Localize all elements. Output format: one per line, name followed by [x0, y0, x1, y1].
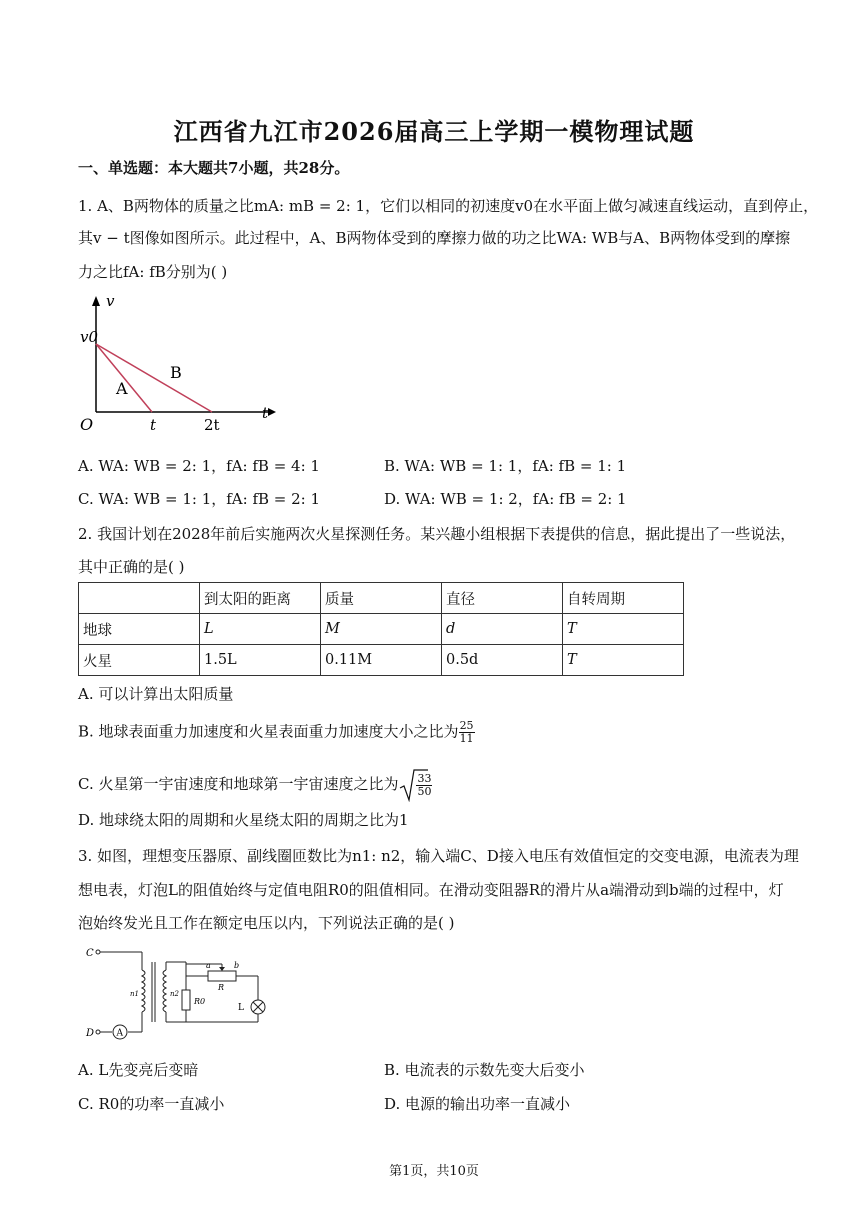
q2-text-line1: 2. 我国计划在2028年前后实施两次火星探测任务。某兴趣小组根据下表提供的信息，据此提出了一些说法，: [78, 525, 796, 543]
2t-tick-label: 2t: [204, 416, 220, 434]
y-axis-label: v: [106, 292, 115, 310]
table-header-cell: 直径: [442, 583, 563, 614]
q3-circuit-diagram: [82, 940, 282, 1046]
ammeter-label: A: [116, 1028, 123, 1039]
q1-text-line3: 力之比fA: fB分别为( ): [78, 263, 228, 281]
line-a-label: A: [116, 379, 128, 398]
line-b: [96, 344, 212, 412]
q3-option-c[interactable]: C. R0的功率一直减小: [78, 1095, 225, 1113]
table-header-cell: [79, 583, 200, 614]
q1-vt-graph: [72, 290, 282, 440]
q2-option-b-text: B. 地球表面重力加速度和火星表面重力加速度大小之比为: [78, 722, 459, 741]
table-row: [79, 645, 684, 676]
table-row: [79, 614, 684, 645]
b-end-label: b: [234, 961, 240, 970]
q1-option-c[interactable]: C. WA: WB = 1: 1，fA: fB = 2: 1: [78, 490, 321, 508]
table-cell: d: [442, 614, 563, 645]
terminal-c-label: C: [86, 948, 94, 959]
n2-label: n2: [170, 990, 179, 998]
q3-text-line2: 想电表，灯泡L的阻值始终与定值电阻R0的阻值相同。在滑动变阻器R的滑片从a端滑动到b端的过程中，灯: [78, 881, 784, 899]
q2-option-c-text: C. 火星第一宇宙速度和地球第一宇宙速度之比为: [78, 775, 399, 793]
q1-option-a[interactable]: A. WA: WB = 2: 1，fA: fB = 4: 1: [78, 457, 320, 475]
table-cell: T: [563, 614, 684, 645]
table-cell: 1.5L: [200, 645, 321, 676]
page-title: 江西省九江市2026届高三上学期一模物理试题: [173, 117, 695, 146]
x-axis-arrow: [268, 408, 276, 416]
t-tick-label: t: [150, 416, 157, 434]
fraction-33-50: [416, 773, 432, 798]
table-header-cell: 质量: [321, 583, 442, 614]
table-cell: 0.5d: [442, 645, 563, 676]
q3-text-line3: 泡始终发光且工作在额定电压以内，下列说法正确的是( ): [78, 914, 455, 932]
r0-label: R0: [194, 997, 206, 1006]
primary-coil: [142, 970, 145, 1012]
fraction-numerator: 33: [417, 771, 432, 785]
q2-option-d[interactable]: D. 地球绕太阳的周期和火星绕太阳的周期之比为1: [78, 811, 409, 829]
table-cell: L: [200, 614, 321, 645]
table-cell: T: [563, 645, 684, 676]
q2-option-b[interactable]: [78, 720, 475, 745]
q1-text-line1: 1. A、B两物体的质量之比mA: mB = 2: 1，它们以相同的初速度v0在水平面上做匀减速直线运动，直到停止，: [78, 197, 819, 215]
table-cell: 0.11M: [321, 645, 442, 676]
q3-option-d[interactable]: D. 电源的输出功率一直减小: [384, 1095, 571, 1113]
v0-label: v0: [80, 328, 99, 346]
section-heading: 一、单选题：本大题共7小题，共28分。: [78, 159, 350, 177]
n1-label: n1: [130, 990, 139, 998]
rheostat-slider-arrow: [219, 967, 225, 971]
fraction-25-11: [459, 720, 475, 745]
a-end-label: a: [206, 961, 211, 970]
table-header-cell: 到太阳的距离: [200, 583, 321, 614]
q3-option-a[interactable]: A. L先变亮后变暗: [78, 1061, 199, 1079]
q2-text-line2: 其中正确的是( ): [78, 558, 185, 576]
q1-option-d[interactable]: D. WA: WB = 1: 2，fA: fB = 2: 1: [384, 490, 627, 508]
table-cell: 火星: [79, 645, 200, 676]
secondary-coil: [163, 970, 166, 1012]
table-header-cell: 自转周期: [563, 583, 684, 614]
terminal-d: [96, 1030, 100, 1034]
origin-label: O: [80, 415, 94, 434]
page-footer: 第1页，共10页: [389, 1164, 479, 1179]
fraction-denominator: 11: [459, 732, 474, 745]
lamp-label: L: [238, 1003, 244, 1013]
q3-option-b[interactable]: B. 电流表的示数先变大后变小: [384, 1061, 585, 1079]
y-axis-arrow: [92, 296, 100, 306]
q1-text-line2: 其v − t图像如图所示。此过程中，A、B两物体受到的摩擦力做的功之比WA: WB与A、B两物体受到的摩擦: [78, 229, 791, 247]
line-b-label: B: [170, 363, 182, 382]
line-a: [96, 344, 152, 412]
q2-option-c[interactable]: [78, 768, 432, 802]
q3-text-line1: 3. 如图，理想变压器原、副线圈匝数比为n1: n2，输入端C、D接入电压有效值恒定的交变电源，电流表为理: [78, 847, 799, 865]
q1-option-b[interactable]: B. WA: WB = 1: 1，fA: fB = 1: 1: [384, 457, 627, 475]
x-axis-label: t: [262, 404, 269, 422]
q2-option-a[interactable]: A. 可以计算出太阳质量: [78, 685, 234, 703]
terminal-d-label: D: [86, 1028, 95, 1039]
table-cell: M: [321, 614, 442, 645]
rheostat-label: R: [218, 983, 225, 992]
q2-data-table: [78, 582, 684, 676]
rheostat-r: [208, 971, 236, 981]
terminal-c: [96, 950, 100, 954]
fraction-denominator: 50: [417, 784, 432, 798]
table-cell: 地球: [79, 614, 200, 645]
fraction-numerator: 25: [459, 719, 474, 732]
resistor-r0: [182, 990, 190, 1010]
table-header-row: [79, 583, 684, 614]
